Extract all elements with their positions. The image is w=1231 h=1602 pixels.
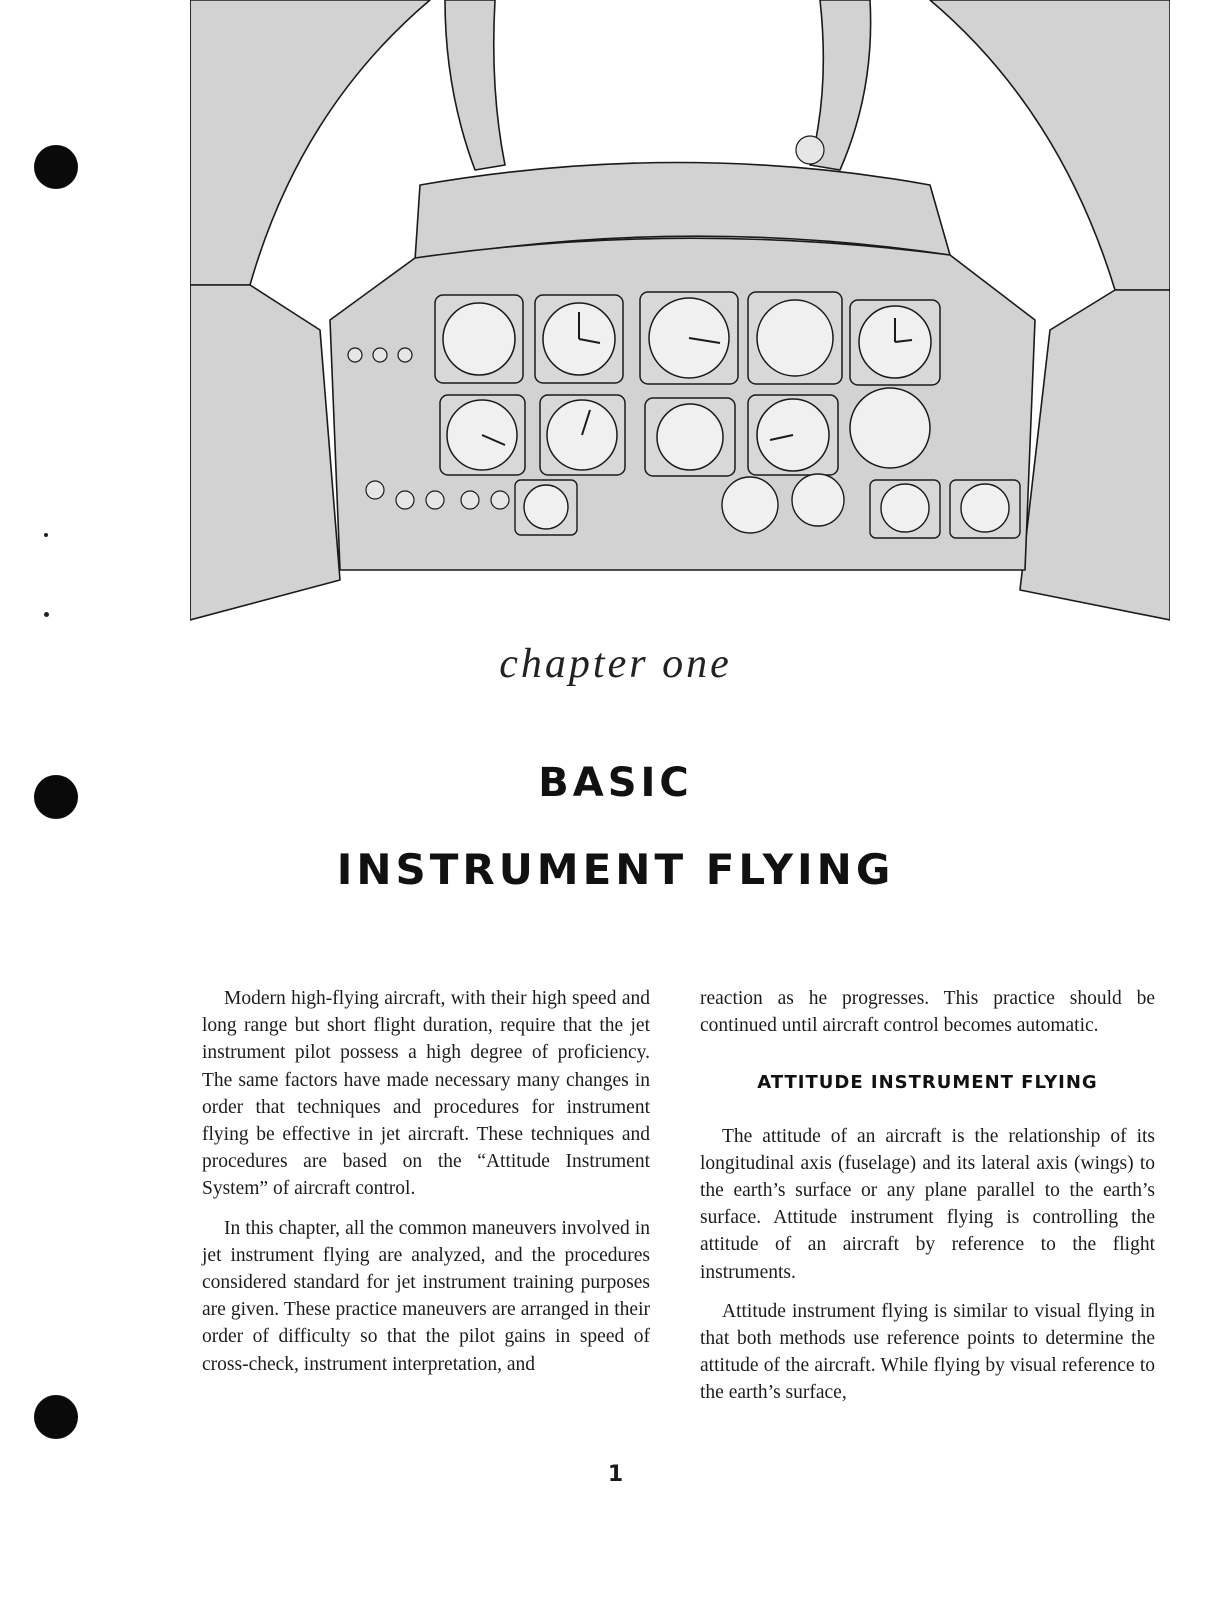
side-console-right [1020, 290, 1170, 620]
page-speck [44, 533, 48, 537]
text-column-left [202, 985, 650, 1390]
canopy-frame-right [930, 0, 1170, 290]
chapter-label: chapter one [499, 641, 732, 687]
punch-hole-top [34, 145, 78, 189]
side-console-left [190, 285, 340, 620]
punch-hole-bottom [34, 1395, 78, 1439]
canopy-bow [445, 0, 505, 170]
paragraph: Attitude instrument flying is similar to visual flying in that both methods use reference points to determine the attitude of the aircraft. While flying by visual reference to the earth’s surface, [700, 1300, 1155, 1404]
page-speck [44, 612, 49, 617]
cockpit-instrument-panel-illustration [190, 0, 1170, 640]
chapter-title-line2: INSTRUMENT FLYING [336, 845, 895, 894]
paragraph: Modern high-flying aircraft, with their high speed and long range but short flight duration, require that the jet instrument pilot possess a high degree of proficiency. The same factors have made necessary many changes in order that techniques and procedures for instrument flying be effective in jet aircraft. These techniques and procedures are based on the “Attitude Instrument System” of aircraft control. [202, 988, 650, 1200]
chapter-title-line1: BASIC [538, 760, 693, 806]
canopy-frame-left [190, 0, 430, 285]
paragraph: The attitude of an aircraft is the relationship of its longitudinal axis (fuselage) and its lateral axis (wings) to the earth’s surface or any plane parallel to the earth’s surface. Attitude instrument flying is controlling the attitude of an aircraft by reference to the flight instruments. [700, 1125, 1155, 1283]
paragraph: In this chapter, all the common maneuvers involved in jet instrument flying are analyzed, and the procedures considered standard for jet instrument training purposes are given. These practice maneuvers are arranged in their order of difficulty so that the pilot gains in speed of cross-check, instrument interpretation, and [202, 1217, 650, 1375]
instrument-row-top [435, 292, 940, 385]
text-column-right [700, 985, 1155, 1419]
paragraph: reaction as he progresses. This practice should be continued until aircraft control becomes automatic. [700, 988, 1155, 1037]
section-heading: ATTITUDE INSTRUMENT FLYING [757, 1072, 1098, 1094]
page-number: 1 [607, 1462, 624, 1487]
